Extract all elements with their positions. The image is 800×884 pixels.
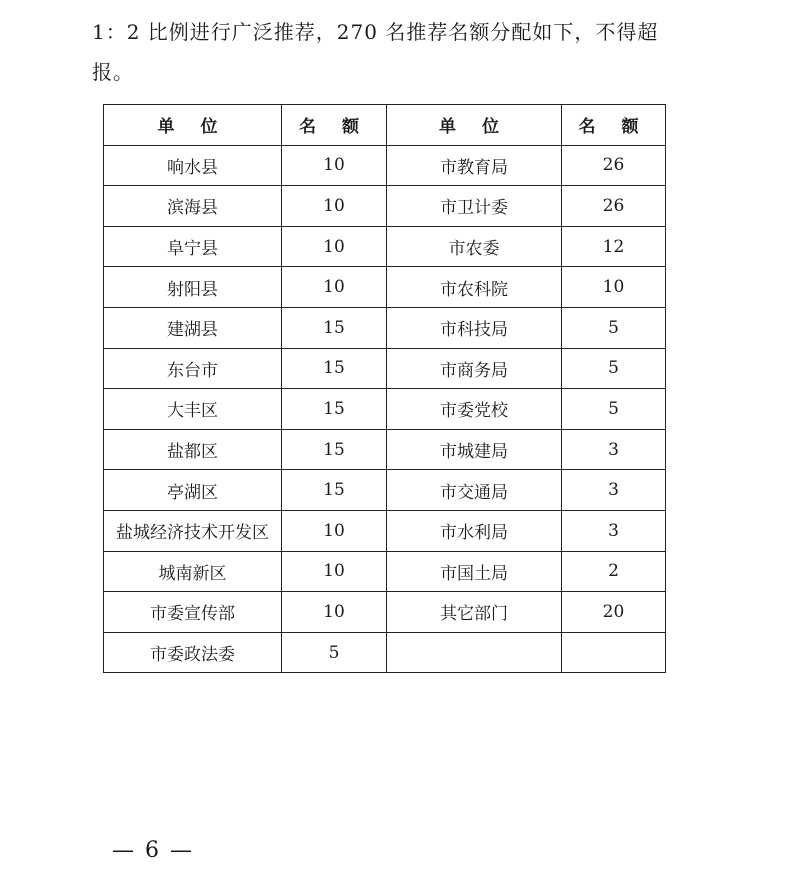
- unit-cell: 城南新区: [104, 551, 282, 592]
- quota-cell: 3: [562, 510, 666, 551]
- unit-cell: 市卫计委: [387, 186, 562, 227]
- quota-cell: 3: [562, 429, 666, 470]
- quota-cell: 15: [282, 348, 387, 389]
- table-row: [104, 389, 666, 430]
- quota-cell: 26: [562, 186, 666, 227]
- unit-cell: 建湖县: [104, 307, 282, 348]
- unit-cell: 市农科院: [387, 267, 562, 308]
- table-header-row: [104, 105, 666, 146]
- table-row: [104, 226, 666, 267]
- unit-cell: [387, 632, 562, 673]
- quota-cell: 15: [282, 389, 387, 430]
- page-number: — 6 —: [112, 838, 194, 863]
- table-row: [104, 145, 666, 186]
- quota-cell: 15: [282, 470, 387, 511]
- quota-cell: 5: [562, 307, 666, 348]
- unit-cell: 其它部门: [387, 592, 562, 633]
- table-row: [104, 510, 666, 551]
- unit-cell: 响水县: [104, 145, 282, 186]
- unit-cell: 市商务局: [387, 348, 562, 389]
- quota-cell: 10: [282, 186, 387, 227]
- quota-cell: [562, 632, 666, 673]
- unit-cell: 市国土局: [387, 551, 562, 592]
- table-row: [104, 429, 666, 470]
- unit-cell: 滨海县: [104, 186, 282, 227]
- quota-cell: 10: [282, 226, 387, 267]
- quota-cell: 15: [282, 429, 387, 470]
- table-row: [104, 307, 666, 348]
- quota-cell: 10: [282, 145, 387, 186]
- quota-cell: 10: [282, 267, 387, 308]
- quota-cell: 5: [282, 632, 387, 673]
- quota-cell: 26: [562, 145, 666, 186]
- intro-paragraph: [92, 12, 692, 92]
- unit-cell: 市委宣传部: [104, 592, 282, 633]
- unit-cell: 亭湖区: [104, 470, 282, 511]
- quota-cell: 12: [562, 226, 666, 267]
- table-row: [104, 592, 666, 633]
- unit-cell: 大丰区: [104, 389, 282, 430]
- table-row: [104, 348, 666, 389]
- header-unit-right: 单 位: [387, 105, 562, 146]
- quota-cell: 3: [562, 470, 666, 511]
- unit-cell: 市教育局: [387, 145, 562, 186]
- quota-cell: 10: [282, 510, 387, 551]
- unit-cell: 市水利局: [387, 510, 562, 551]
- header-quota-right: 名 额: [562, 105, 666, 146]
- unit-cell: 阜宁县: [104, 226, 282, 267]
- header-unit-left: 单 位: [104, 105, 282, 146]
- quota-cell: 2: [562, 551, 666, 592]
- quota-cell: 10: [282, 592, 387, 633]
- quota-cell: 5: [562, 389, 666, 430]
- unit-cell: 市委党校: [387, 389, 562, 430]
- quota-cell: 20: [562, 592, 666, 633]
- quota-cell: 5: [562, 348, 666, 389]
- unit-cell: 市交通局: [387, 470, 562, 511]
- table-row: [104, 632, 666, 673]
- unit-cell: 盐城经济技术开发区: [104, 510, 282, 551]
- unit-cell: 市农委: [387, 226, 562, 267]
- header-quota-left: 名 额: [282, 105, 387, 146]
- table-row: [104, 470, 666, 511]
- unit-cell: 市委政法委: [104, 632, 282, 673]
- table-row: [104, 551, 666, 592]
- quota-cell: 10: [562, 267, 666, 308]
- intro-line-2: 报。: [92, 60, 134, 84]
- unit-cell: 射阳县: [104, 267, 282, 308]
- unit-cell: 市城建局: [387, 429, 562, 470]
- table-row: [104, 267, 666, 308]
- quota-cell: 15: [282, 307, 387, 348]
- intro-line-1: 1：2 比例进行广泛推荐，270 名推荐名额分配如下，不得超: [92, 20, 659, 44]
- quota-cell: 10: [282, 551, 387, 592]
- quota-table: [103, 104, 666, 673]
- table-row: [104, 186, 666, 227]
- unit-cell: 市科技局: [387, 307, 562, 348]
- unit-cell: 盐都区: [104, 429, 282, 470]
- unit-cell: 东台市: [104, 348, 282, 389]
